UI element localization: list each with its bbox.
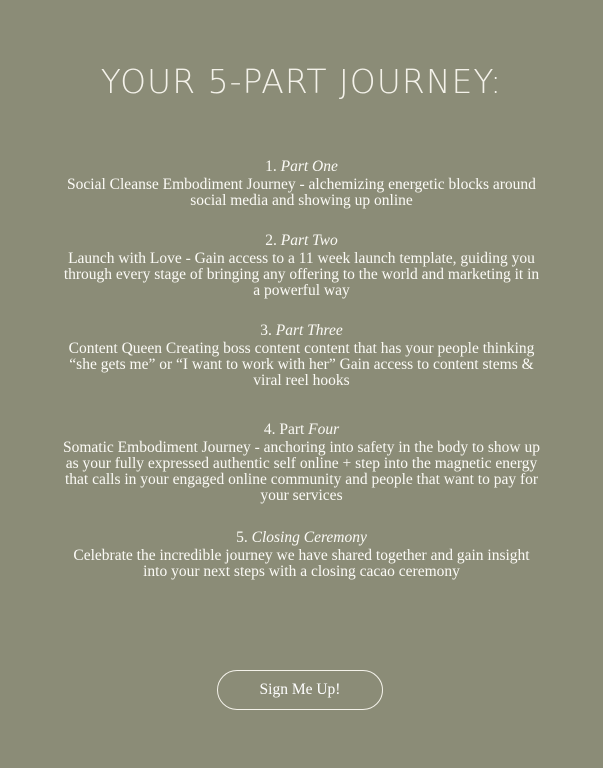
part-heading [60,530,543,546]
page-title: YOUR 5-PART JOURNEY: [100,62,503,101]
part-description: Content Queen Creating boss content content that has your people thinking “she gets me” or “I want to work with her” Gain access to content stems & viral reel hooks [68,340,535,389]
part-description: Somatic Embodiment Journey - anchoring into safety in the body to show up as your fully expressed authentic self online + step into the magnetic energy that calls in your engaged online community and people that want to pay for your services [63,439,540,504]
part-name: Part Two [280,232,338,249]
part-name: Closing Ceremony [251,529,367,546]
part-number: 3. [260,322,272,339]
part-heading [60,159,543,175]
part-number: 2. [265,232,277,249]
part-name: Part One [280,158,338,175]
part-name: Four [308,421,340,438]
part-description: Celebrate the incredible journey we have shared together and gain insight into your next steps with a closing cacao ceremony [73,547,530,580]
journey-part-three [60,323,543,389]
part-heading [60,233,543,249]
part-description: Social Cleanse Embodiment Journey - alchemizing energetic blocks around social media and showing up online [67,176,536,209]
part-description: Launch with Love - Gain access to a 11 week launch template, guiding you through every stage of bringing any offering to the world and marketing it in a powerful way [63,250,540,299]
journey-part-five [60,530,543,580]
part-heading [60,422,543,438]
journey-part-one [60,159,543,209]
part-number: 5. [236,529,248,546]
part-number: 4. Part [263,421,305,438]
part-number: 1. [265,158,277,175]
part-heading [60,323,543,339]
journey-part-two [60,233,543,299]
part-name: Part Three [275,322,343,339]
journey-part-four [60,422,543,504]
sign-me-up-button[interactable]: Sign Me Up! [217,670,383,710]
